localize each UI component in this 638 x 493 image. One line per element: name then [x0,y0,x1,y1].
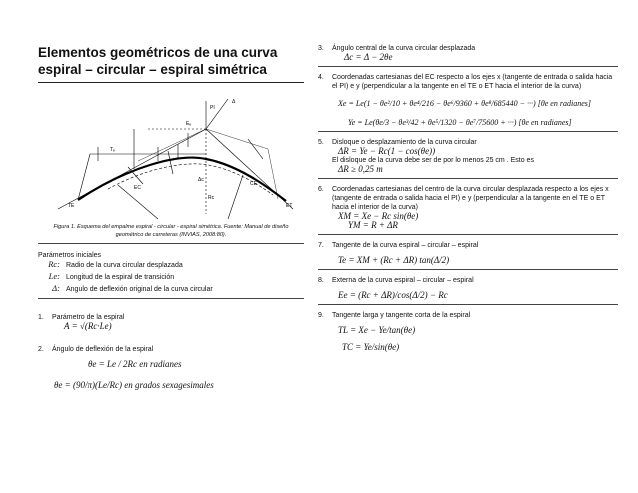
svg-text:PI: PI [210,105,215,111]
figure-diagram [38,89,304,221]
equation: Ye = Le(θe/3 − θe³/42 + θe⁵/1320 − θe⁷/75600 + ···) [θe en radianes] [348,118,572,127]
param-rc [38,259,304,271]
svg-text:Δ: Δ [232,99,236,105]
section-number: 2. [38,346,44,353]
spiral-curve-diagram [38,89,304,221]
param-delta [38,283,304,295]
divider [318,234,618,235]
section-text: Ángulo de deflexión de la espiral [52,346,154,353]
param-le [38,271,304,283]
section-number: 6. [318,186,324,193]
section-9 [318,311,618,352]
section-text: Parámetro de la espiral [52,314,125,321]
title-rule [38,82,304,83]
section-number: 3. [318,45,324,52]
section-8 [318,276,618,300]
equation: ΔR ≥ 0,25 m [338,164,383,174]
params-title: Parámetros iniciales [38,252,102,259]
section-text: Externa de la curva espiral – circular – espiral [332,277,474,284]
svg-text:Rc: Rc [208,195,215,201]
param-text: Angulo de deflexión original de la curva circular [66,286,213,293]
equation: θe = (90/π)(Le/Rc) en grados sexagesimales [54,380,214,390]
left-column [38,38,304,390]
equation: Xe = Le(1 − θe²/10 + θe⁴/216 − θe⁶/9360 + θe⁸/685440 − ···) [θe en radianes] [338,99,591,108]
param-text: Longitud de la espiral de transición [66,274,175,281]
section-text: Ángulo central de la curva circular desplazada [332,45,476,52]
param-symbol: Le: [48,271,60,281]
equation: XM = Xe − Rc sin(θe) [338,211,419,221]
equation: TC = Ye/sin(θe) [342,342,400,352]
equation: ΔR = Ye − Rc(1 − cos(θe)) [338,146,436,156]
section-2 [38,345,304,390]
divider [318,178,618,179]
section-number: 9. [318,312,324,319]
equation: Δc = Δ − 2θe [344,52,393,62]
section-4 [318,73,618,127]
svg-text:EC: EC [134,185,141,191]
section-text: Tangente larga y tangente corta de la espiral [332,312,471,319]
divider [318,131,618,132]
divider [318,304,618,305]
svg-text:Δc: Δc [198,177,204,183]
svg-text:ET: ET [286,203,293,209]
section-7 [318,241,618,265]
divider [318,66,618,67]
section-text: Coordenadas cartesianas del EC respecto a los ejes x (tangente de entrada o salida hacia el PI) e y (perpendicular a la tangente en el TE o ET hacia el interior de la curva) [332,74,613,90]
param-symbol: Rc: [48,259,60,269]
section-number: 7. [318,242,324,249]
equation: TL = Xe − Ye/tan(θe) [338,325,416,335]
figure-caption: Figura 1. Esquema del empalme espiral - circular - espiral simétrica. Fuente: Manual de diseño geométrico de carreteras (INVIAS, 2008:80). [53,224,289,238]
section-number: 5. [318,139,324,146]
section-text: Coordenadas cartesianas del centro de la curva circular desplazada respecto a los ejes x (tangente de entrada o salida hacia el PI) e y (perpendicular a la tangente en el TE o ET hacia el interior de la curva) [332,186,609,211]
section-5 [318,138,618,174]
equation: Ee = (Rc + ΔR)/cos(Δ/2) − Rc [338,290,448,300]
caption-rule [38,243,304,244]
section-text: Disloque o desplazamiento de la curva circular [332,139,477,146]
section-note: El disloque de la curva debe ser de por lo menos 25 cm . Esto es [332,157,534,164]
section-3 [318,44,618,62]
equation: Te = XM + (Rc + ΔR) tan(Δ/2) [338,255,450,265]
svg-text:TE: TE [68,203,75,209]
params-rule [38,298,304,299]
section-number: 8. [318,277,324,284]
svg-text:Tₑ: Tₑ [110,147,115,153]
divider [318,269,618,270]
equation: YM = R + ΔR [348,220,398,230]
param-text: Radio de la curva circular desplazada [66,262,183,269]
equation: A = √(Rc·Le) [64,321,112,331]
right-column [318,38,618,356]
section-1 [38,313,304,331]
equation: θe = Le / 2Rc en radianes [88,359,182,369]
page-title: Elementos geométricos de una curva espiral – circular – espiral simétrica [38,45,278,77]
svg-text:Eₑ: Eₑ [186,121,192,127]
section-number: 4. [318,74,324,81]
svg-text:CE: CE [250,181,257,187]
section-number: 1. [38,314,44,321]
section-text: Tangente de la curva espiral – circular – espiral [332,242,479,249]
param-symbol: Δ: [52,283,60,293]
section-6 [318,185,618,230]
